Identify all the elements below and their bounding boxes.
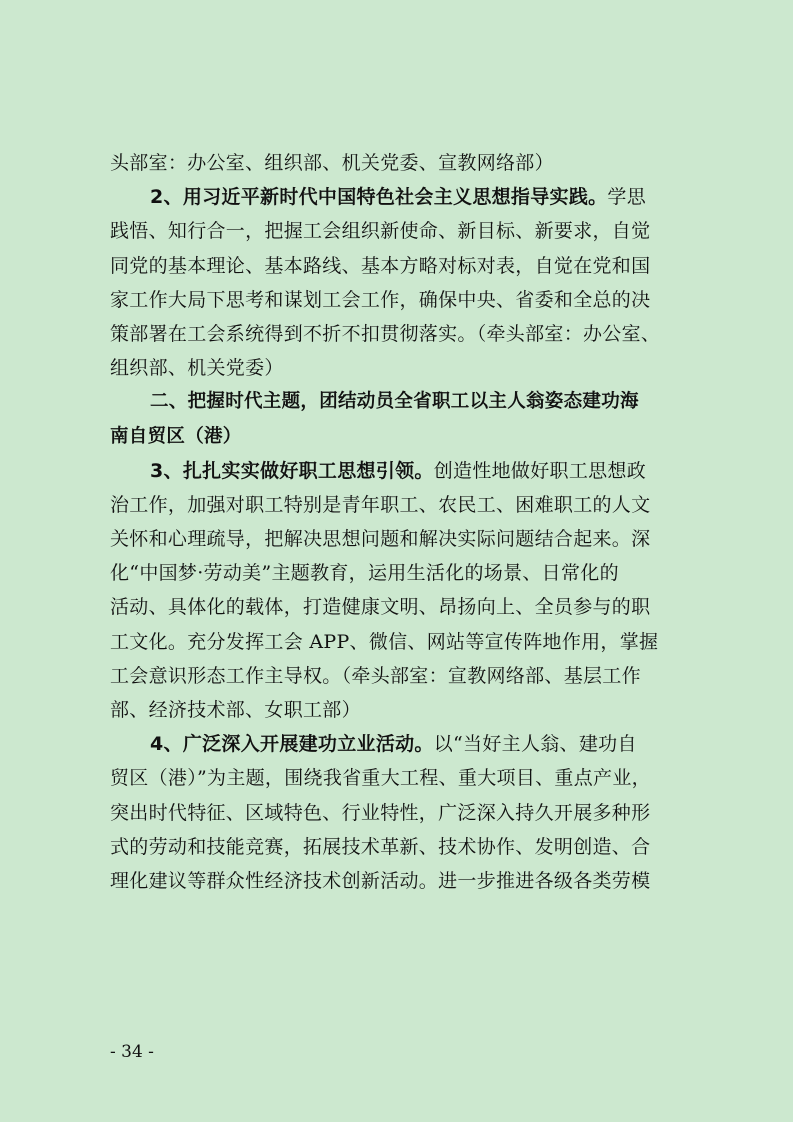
text-line: 化“中国梦·劳动美”主题教育，运用生活化的场景、日常化的 [110,562,619,585]
text-line: 式的劳动和技能竞赛，拓展技术革新、技术协作、发明创造、合 [110,835,651,858]
text-line: 工文化。充分发挥工会 APP、微信、网站等宣传阵地作用，掌握 [110,630,659,653]
paragraph-4-first-line [110,727,690,761]
text-line: 关怀和心理疏导，把解决思想问题和解决实际问题结合起来。深 [110,528,651,551]
page-number: - 34 - [110,1042,154,1062]
text-line: 组织部、机关党委） [110,357,284,380]
text-line: 活动、具体化的载体，打造健康文明、昂扬向上、全员参与的职 [110,596,651,619]
section-heading: 二、把握时代主题，团结动员全省职工以主人翁姿态建功海 [150,391,639,413]
text-line: 策部署在工会系统得到不折不扣贯彻落实。（牵头部室：办公室、 [110,322,661,345]
paragraph-3-text: 创造性地做好职工思想政 [433,459,647,482]
text-line: 家工作大局下思考和谋划工会工作，确保中央、省委和全总的决 [110,288,651,311]
paragraph-4-text: 以“当好主人翁、建功自 [433,733,637,756]
text-line: 治工作，加强对职工特别是青年职工、农民工、困难职工的人文 [110,493,651,516]
text-line: 突出时代特征、区域特色、行业特性，广泛深入持久开展多种形 [110,801,651,824]
paragraph-2-first-line [110,180,690,214]
paragraph-2-text: 学思 [607,186,647,209]
paragraph-3-first-line [110,454,690,488]
text-line: 头部室：办公室、组织部、机关党委、宣教网络部） [110,152,554,174]
text-line: 践悟、知行合一，把握工会组织新使命、新目标、新要求，自觉 [110,220,651,243]
text-line: 理化建议等群众性经济技术创新活动。进一步推进各级各类劳模 [110,869,651,892]
paragraph-3-title: 3、扎扎实实做好职工思想引领。 [150,459,434,482]
paragraph-4-title: 4、广泛深入开展建功立业活动。 [150,733,434,756]
text-line: 工会意识形态工作主导权。（牵头部室：宣教网络部、基层工作 [110,664,641,687]
text-line: 部、经济技术部、女职工部） [110,699,361,721]
section-heading-continued: 南自贸区（港） [110,425,242,447]
document-body [110,146,690,898]
text-line: 贸区（港）”为主题，围绕我省重大工程、重大项目、重点产业， [110,767,651,790]
text-line: 同党的基本理论、基本路线、基本方略对标对表，自觉在党和国 [110,254,651,277]
paragraph-2-title: 2、用习近平新时代中国特色社会主义思想指导实践。 [150,186,608,209]
